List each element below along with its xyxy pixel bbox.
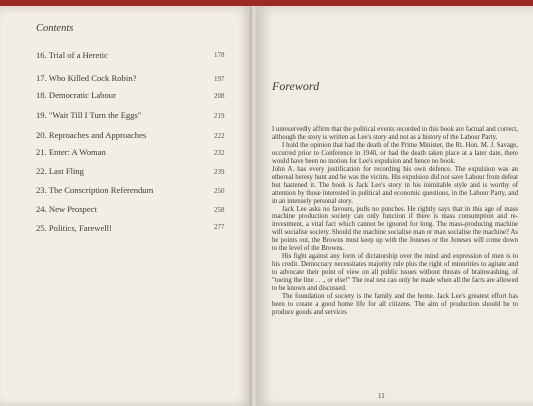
contents-heading: Contents: [36, 23, 74, 34]
toc-entry-title: 23. The Conscription Referendum: [36, 185, 154, 195]
page-number: 11: [378, 392, 385, 400]
foreword-paragraph: His fight against any form of dictatorship over the mind and expression of men is to his credit. Democracy necessitates majority rule plus the right of minorities to agitate and to advocate their point of view on all public issues without threats of brainwashing, of "toeing the line . . ., or else!" The real test can only be made when all the facts are allowed to be known and discussed.: [272, 253, 518, 293]
toc-entry-title: 18. Democratic Labour: [36, 90, 116, 100]
foreword-heading: Foreword: [272, 79, 320, 93]
foreword-body: [272, 126, 518, 317]
toc-entry-title: 19. "Wait Till I Turn the Eggs": [36, 110, 142, 120]
toc-entry-page: 250: [214, 187, 225, 195]
foreword-paragraph: I hold the opinion that had the death of the Prime Minister, the Rt. Hon. M. J. Savage, occurred prior to Conference in 1940, or had the death taken place at a later date, there would have been no motion for Lee's expulsion and hence no book.: [272, 141, 518, 165]
toc-entry-title: 21. Enter: A Woman: [36, 147, 106, 157]
toc-entry-title: 22. Last Fling: [36, 166, 84, 176]
toc-entry-page: 178: [214, 51, 225, 59]
foreword-paragraph: Jack Lee asks no favours, pulls no punches. He rightly says that in this age of mass machine production society can only function if there is mass consumption and re-investment, a vital fact which cannot be ignored for long. The mass-producing machine will socialise society. Should the machine socialise man or man socialise the machine? As he points out, the Browns must keep up with the Joneses or the Joneses will come down to the level of the Browns.: [272, 205, 518, 253]
toc-entry-title: 25. Politics, Farewell!: [36, 223, 112, 233]
toc-entry-page: 197: [214, 75, 225, 83]
toc-entry-page: 208: [214, 92, 225, 100]
foreword-paragraph: I unreservedly affirm that the political events recorded in this book are factual and correct, although the story is written as Lee's story and not as a history of the Labour Party.: [272, 126, 518, 141]
toc-entry-title: 24. New Prospect: [36, 204, 97, 214]
foreword-paragraph: John A. has every justification for recording his own defence. The expulsion was an ethereal heresy hunt and he was the victim. His expulsion did not save Labour from defeat but hastened it. The book is Jack Lee's story in his inimitable style and is worthy of attention by those interested in political and economic questions, in the Labour Party, and in an intensely personal story.: [272, 165, 518, 205]
toc-entry-title: 17. Who Killed Cock Robin?: [36, 73, 137, 83]
toc-entry-page: 258: [214, 206, 225, 214]
foreword-paragraph: The foundation of society is the family and the home. Jack Lee's greatest effort has been to create a good home life for all citizens. The aim of production should be to produce goods and services: [272, 293, 518, 316]
toc-entry-page: 277: [214, 223, 225, 231]
left-page: [0, 6, 252, 406]
toc-entry-page: 232: [214, 149, 225, 157]
toc-entry-page: 239: [214, 168, 225, 176]
toc-entry-page: 222: [214, 132, 225, 140]
toc-entry-page: 219: [214, 112, 225, 120]
toc-entry-title: 20. Reproaches and Approaches: [36, 130, 147, 140]
toc-entry-title: 16. Trial of a Heretic: [36, 50, 108, 60]
